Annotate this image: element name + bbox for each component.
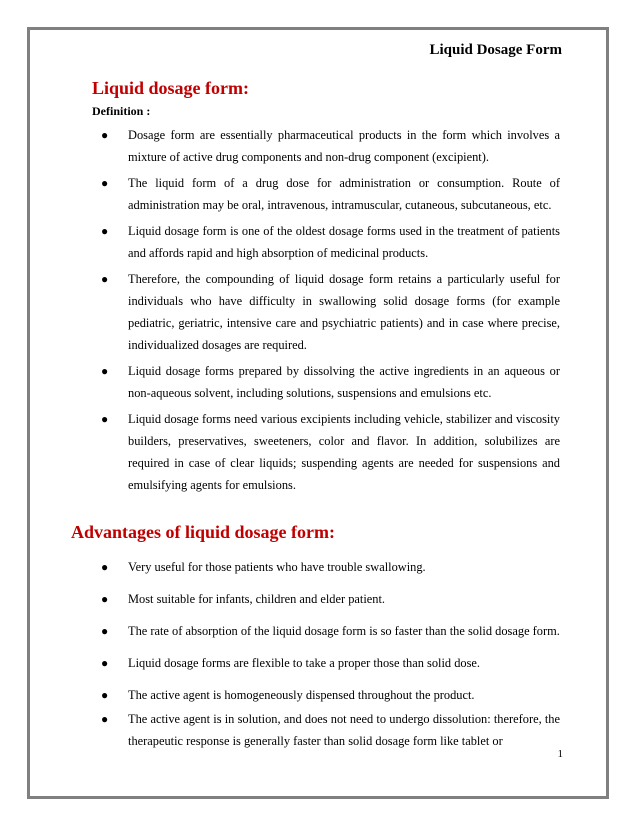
advantages-bullet-list [30,556,612,754]
list-item [30,684,612,706]
list-item [30,268,612,356]
list-item-text: Very useful for those patients who have trouble swallowing. [128,560,426,574]
list-item-text: Liquid dosage forms are flexible to take a proper those than solid dose. [128,656,481,670]
document-page [27,27,609,799]
list-item-text: The liquid form of a drug dose for administration or consumption. Route of administration may be oral, intravenous, intramuscular, cutaneous, subcutaneous, etc. [128,176,560,212]
list-item-text: Liquid dosage form is one of the oldest dosage forms used in the treatment of patients and affords rapid and high absorption of medicinal products. [128,224,560,260]
list-item [30,620,612,642]
list-item [30,124,612,168]
list-item-text: The rate of absorption of the liquid dosage form is so faster than the solid dosage form. [128,624,560,638]
definition-label: Definition : [92,104,151,118]
list-item-text: Therefore, the compounding of liquid dosage form retains a particularly useful for individuals who have difficulty in swallowing solid dosage forms (for example pediatric, geriatric, intensive care and psychiatric patients) and in case where precise, individualized dosages are required. [128,272,560,352]
bullet-icon: ● [101,688,109,702]
bullet-icon: ● [101,412,109,426]
list-item-text: Most suitable for infants, children and elder patient. [128,592,386,606]
list-item [30,172,612,216]
list-item [30,360,612,404]
bullet-icon: ● [101,560,109,574]
list-item-text: Liquid dosage forms need various excipients including vehicle, stabilizer and viscosity builders, preservatives, sweeteners, color and flavor. In addition, solubilizes are required in case of clear liquids; suspending agents are needed for suspensions and emulsifying agents for emulsions. [128,412,560,492]
bullet-icon: ● [101,176,109,190]
list-item [30,220,612,264]
section-title-liquid-dosage-form: Liquid dosage form: [92,78,250,98]
bullet-icon: ● [101,656,109,670]
list-item [30,708,612,752]
bullet-icon: ● [101,272,109,286]
section-title-advantages: Advantages of liquid dosage form: [71,522,336,542]
list-item [30,408,612,496]
bullet-icon: ● [101,224,109,238]
page-number: 1 [557,748,563,760]
list-item [30,588,612,610]
bullet-icon: ● [101,364,109,378]
bullet-icon: ● [101,592,109,606]
list-item-text: The active agent is homogeneously dispensed throughout the product. [128,688,475,702]
bullet-icon: ● [101,712,109,726]
running-header: Liquid Dosage Form [429,42,562,58]
list-item-text: The active agent is in solution, and does not need to undergo dissolution: therefore, the therapeutic response is generally faster than solid dosage form like tablet or [128,712,560,748]
bullet-icon: ● [101,128,109,142]
definition-bullet-list [30,124,612,500]
bullet-icon: ● [101,624,109,638]
list-item-text: Liquid dosage forms prepared by dissolving the active ingredients in an aqueous or non-aqueous solvent, including solutions, suspensions and emulsions etc. [128,364,560,400]
list-item-text: Dosage form are essentially pharmaceutical products in the form which involves a mixture of active drug components and non-drug component (excipient). [128,128,560,164]
list-item [30,652,612,674]
list-item [30,556,612,578]
